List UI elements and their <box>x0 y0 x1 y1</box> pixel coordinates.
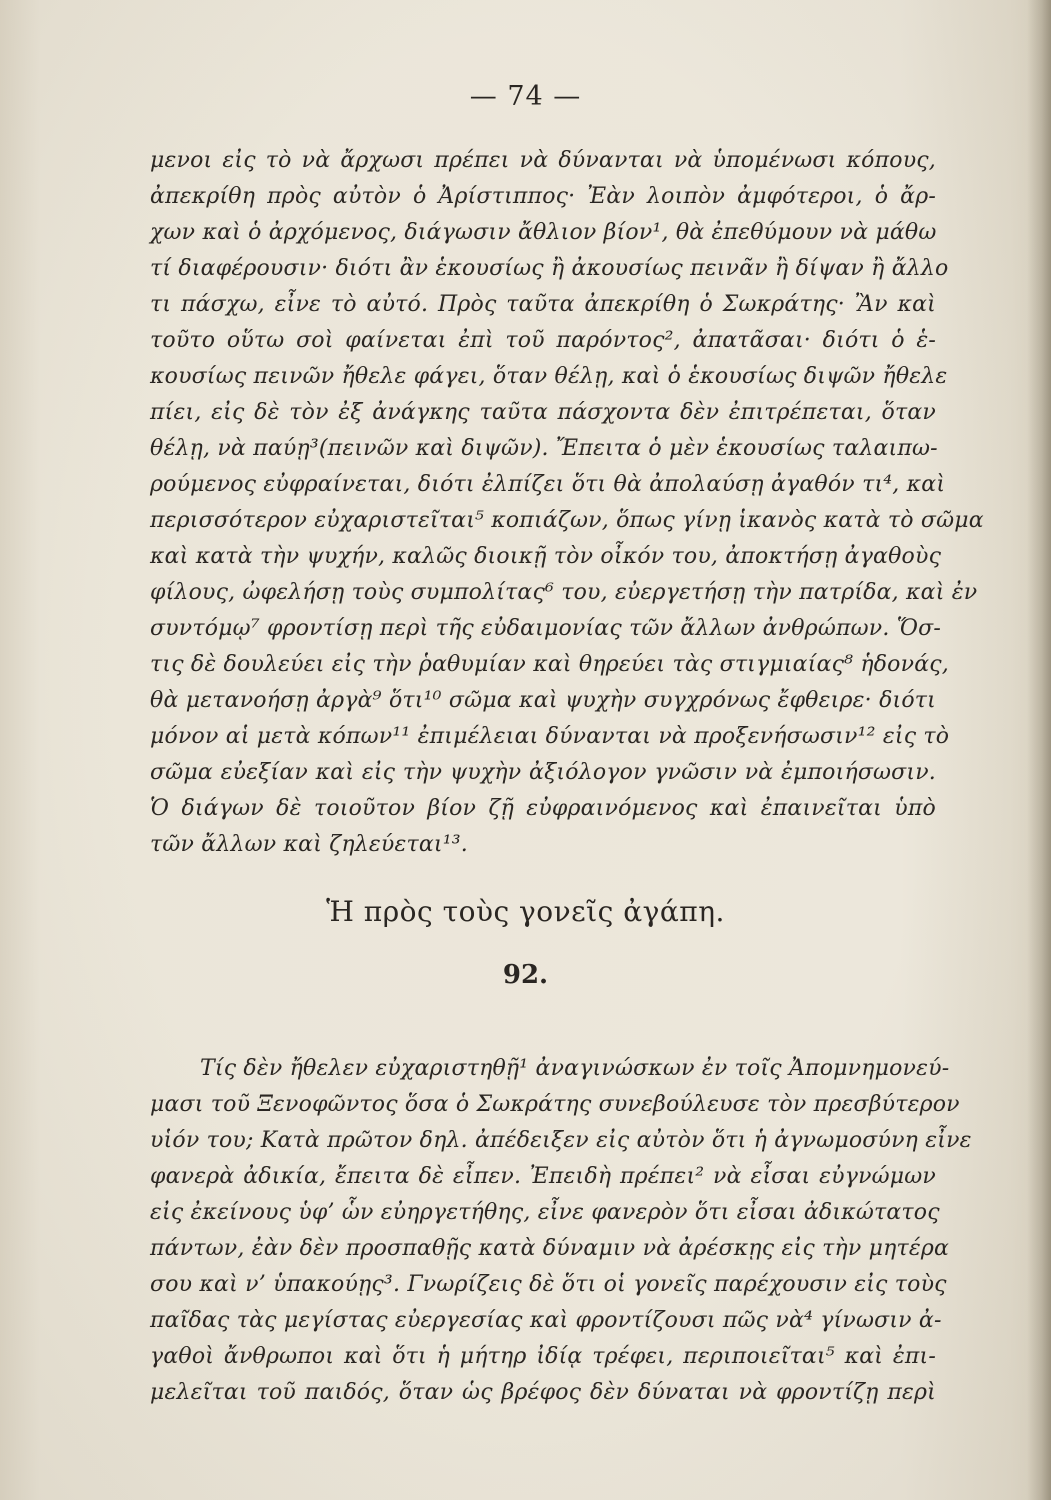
text-line: κουσίως πεινῶν ἤθελε φάγει, ὅταν θέλῃ, καὶ ὁ ἑκουσίως διψῶν ἤθελε <box>150 364 948 389</box>
text-line: τι πάσχω, εἶνε τὸ αὐτό. Πρὸς ταῦτα ἀπεκρίθη ὁ Σωκράτης· Ἂν καὶ <box>150 292 936 317</box>
text-line: σου καὶ ν’ ὑπακούῃς³. Γνωρίζεις δὲ ὅτι οἱ γονεῖς παρέχουσιν εἰς τοὺς <box>150 1272 947 1297</box>
text-line: περισσότερον εὐχαριστεῖται⁵ κοπιάζων, ὅπως γίνῃ ἱκανὸς κατὰ τὸ σῶμα <box>150 508 984 533</box>
section-heading: Ἡ πρὸς τοὺς γονεῖς ἀγάπη. <box>326 895 725 928</box>
text-line: τῶν ἄλλων καὶ ζηλεύεται¹³. <box>150 832 468 857</box>
text-line: συντόμῳ⁷ φροντίσῃ περὶ τῆς εὐδαιμονίας τῶν ἄλλων ἀνθρώπων. Ὅσ- <box>150 616 941 641</box>
page-binding-shadow <box>1027 0 1051 1500</box>
text-line: χων καὶ ὁ ἀρχόμενος, διάγωσιν ἄθλιον βίον¹, θὰ ἐπεθύμουν νὰ μάθω <box>150 220 937 245</box>
section-number: 92. <box>502 960 549 990</box>
text-line: γαθοὶ ἄνθρωποι καὶ ὅτι ἡ μήτηρ ἰδίᾳ τρέφει, περιποιεῖται⁵ καὶ ἐπι- <box>150 1344 936 1369</box>
text-line: τοῦτο οὕτω σοὶ φαίνεται ἐπὶ τοῦ παρόντος², ἀπατᾶσαι· διότι ὁ ἑ- <box>150 328 936 353</box>
text-line: υἱόν του; Κατὰ πρῶτον δηλ. ἀπέδειξεν εἰς αὐτὸν ὅτι ἡ ἀγνωμοσύνη εἶνε <box>150 1128 972 1153</box>
text-line: πίει, εἰς δὲ τὸν ἐξ ἀνάγκης ταῦτα πάσχοντα δὲν ἐπιτρέπεται, ὅταν <box>150 400 936 425</box>
text-line: θὰ μετανοήσῃ ἀργὰ⁹ ὅτι¹⁰ σῶμα καὶ ψυχὴν συγχρόνως ἔφθειρε· διότι <box>150 688 936 713</box>
text-line: πάντων, ἐὰν δὲν προσπαθῇς κατὰ δύναμιν νὰ ἀρέσκῃς εἰς τὴν μητέρα <box>150 1236 950 1261</box>
text-line: ἀπεκρίθη πρὸς αὐτὸν ὁ Ἀρίστιππος· Ἐὰν λοιπὸν ἀμφότεροι, ὁ ἄρ- <box>150 184 936 209</box>
text-line: τις δὲ δουλεύει εἰς τὴν ῥαθυμίαν καὶ θηρεύει τὰς στιγμιαίας⁸ ἡδονάς, <box>150 652 949 677</box>
text-line: μασι τοῦ Ξενοφῶντος ὅσα ὁ Σωκράτης συνεβούλευσε τὸν πρεσβύτερον <box>150 1092 960 1117</box>
text-line: σῶμα εὐεξίαν καὶ εἰς τὴν ψυχὴν ἀξιόλογον γνῶσιν νὰ ἐμποιήσωσιν. <box>150 760 936 785</box>
text-line: φίλους, ὠφελήσῃ τοὺς συμπολίτας⁶ του, εὐεργετήσῃ τὴν πατρίδα, καὶ ἐν <box>150 580 978 605</box>
text-line: θέλῃ, νὰ παύῃ³(πεινῶν καὶ διψῶν). Ἔπειτα ὁ μὲν ἑκουσίως ταλαιπω- <box>150 436 938 461</box>
text-line: καὶ κατὰ τὴν ψυχήν, καλῶς διοικῇ τὸν οἶκόν του, ἀποκτήσῃ ἀγαθοὺς <box>150 544 942 569</box>
text-line: μόνον αἱ μετὰ κόπων¹¹ ἐπιμέλειαι δύνανται νὰ προξενήσωσιν¹² εἰς τὸ <box>150 724 950 749</box>
text-line: φανερὰ ἀδικία, ἔπειτα δὲ εἶπεν. Ἐπειδὴ πρέπει² νὰ εἶσαι εὐγνώμων <box>150 1164 936 1189</box>
text-line: Ὁ διάγων δὲ τοιοῦτον βίον ζῇ εὐφραινόμενος καὶ ἐπαινεῖται ὑπὸ <box>150 796 936 821</box>
text-line: μενοι εἰς τὸ νὰ ἄρχωσι πρέπει νὰ δύνανται νὰ ὑπομένωσι κόπους, <box>150 148 936 173</box>
text-line: Τίς δὲν ἤθελεν εὐχαριστηθῇ¹ ἀναγινώσκων ἐν τοῖς Ἀπομνημονεύ- <box>200 1056 950 1081</box>
text-line: εἰς ἐκείνους ὑφ’ ὧν εὐηργετήθης, εἶνε φανερὸν ὅτι εἶσαι ἀδικώτατος <box>150 1200 940 1225</box>
text-line: μελεῖται τοῦ παιδός, ὅταν ὡς βρέφος δὲν δύναται νὰ φροντίζῃ περὶ <box>150 1380 936 1405</box>
text-line: παῖδας τὰς μεγίστας εὐεργεσίας καὶ φροντίζουσι πῶς νὰ⁴ γίνωσιν ἀ- <box>150 1308 942 1333</box>
page-number: — 74 — <box>469 81 582 112</box>
text-line: τί διαφέρουσιν· διότι ἂν ἑκουσίως ἢ ἀκουσίως πεινᾶν ἢ δίψαν ἢ ἄλλο <box>150 256 949 281</box>
text-line: ρούμενος εὐφραίνεται, διότι ἐλπίζει ὅτι θὰ ἀπολαύσῃ ἀγαθόν τι⁴, καὶ <box>150 472 946 497</box>
